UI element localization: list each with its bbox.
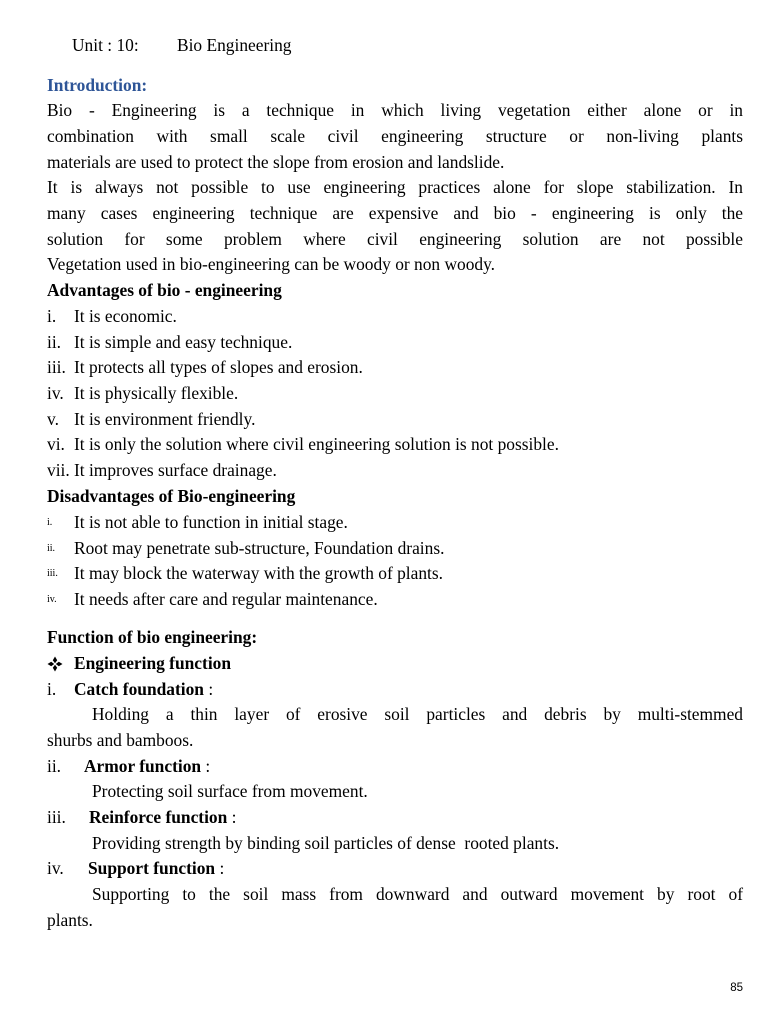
advantages-heading: Advantages of bio - engineering: [47, 280, 282, 300]
list-item: It needs after care and regular maintenance.: [74, 589, 378, 609]
list-number: vi.: [47, 434, 65, 454]
intro-line: Bio - Engineering is a technique in which living vegetation either alone or in: [47, 100, 743, 120]
list-number: iv.: [47, 594, 57, 605]
function-description: plants.: [47, 910, 93, 930]
function-title: Catch foundation: [74, 679, 204, 699]
function-description: Protecting soil surface from movement.: [92, 781, 368, 801]
list-number: v.: [47, 409, 59, 429]
list-number: vii.: [47, 460, 70, 480]
diamond-bullet-icon: [47, 656, 63, 672]
intro-line: materials are used to protect the slope from erosion and landslide.: [47, 152, 505, 172]
list-number: i.: [47, 679, 57, 699]
functions-heading: Function of bio engineering:: [47, 627, 258, 647]
list-item: It is environment friendly.: [74, 409, 256, 429]
function-title-line: [88, 856, 224, 882]
list-number: iv.: [47, 383, 64, 403]
function-title: Reinforce function: [89, 807, 228, 827]
function-title: Armor function: [84, 756, 202, 776]
function-description: Providing strength by binding soil particles of dense rooted plants.: [92, 833, 560, 853]
intro-line: It is always not possible to use engineering practices alone for slope stabilization. In: [47, 177, 743, 197]
list-number: ii.: [47, 332, 62, 352]
list-item: It improves surface drainage.: [74, 460, 277, 480]
unit-label: Unit : 10:: [72, 35, 139, 55]
function-separator: :: [219, 858, 225, 878]
list-number: i.: [47, 517, 53, 528]
list-number: iii.: [47, 568, 58, 579]
list-item: It is not able to function in initial stage.: [74, 512, 348, 532]
list-item: It is simple and easy technique.: [74, 332, 293, 352]
list-item: It is economic.: [74, 306, 177, 326]
list-item: It may block the waterway with the growth of plants.: [74, 563, 443, 583]
intro-line: combination with small scale civil engineering structure or non-living plants: [47, 126, 743, 146]
function-description: Holding a thin layer of erosive soil particles and debris by multi-stemmed: [92, 704, 743, 724]
function-separator: :: [231, 807, 237, 827]
unit-title: Bio Engineering: [177, 35, 292, 55]
function-title-line: [89, 805, 237, 831]
introduction-heading: Introduction:: [47, 75, 148, 95]
intro-line: Vegetation used in bio-engineering can be woody or non woody.: [47, 254, 496, 274]
function-separator: :: [205, 756, 211, 776]
list-item: It is physically flexible.: [74, 383, 239, 403]
list-number: ii.: [47, 543, 56, 554]
function-title-line: [84, 754, 210, 780]
page-number: 85: [730, 982, 743, 994]
function-separator: :: [208, 679, 214, 699]
intro-line: many cases engineering technique are expensive and bio - engineering is only the: [47, 203, 743, 223]
function-title: Support function: [88, 858, 216, 878]
function-description: shurbs and bamboos.: [47, 730, 194, 750]
list-number: ii.: [47, 756, 62, 776]
intro-line: solution for some problem where civil engineering solution are not possible: [47, 229, 743, 249]
list-number: i.: [47, 306, 57, 326]
list-number: iv.: [47, 858, 64, 878]
engineering-function-subheading: Engineering function: [74, 653, 232, 673]
list-number: iii.: [47, 357, 66, 377]
function-title-line: [74, 677, 213, 703]
list-item: It protects all types of slopes and erosion.: [74, 357, 363, 377]
disadvantages-heading: Disadvantages of Bio-engineering: [47, 486, 296, 506]
function-description: Supporting to the soil mass from downward and outward movement by root of: [92, 884, 743, 904]
list-number: iii.: [47, 807, 66, 827]
list-item: Root may penetrate sub-structure, Foundation drains.: [74, 538, 445, 558]
list-item: It is only the solution where civil engineering solution is not possible.: [74, 434, 559, 454]
